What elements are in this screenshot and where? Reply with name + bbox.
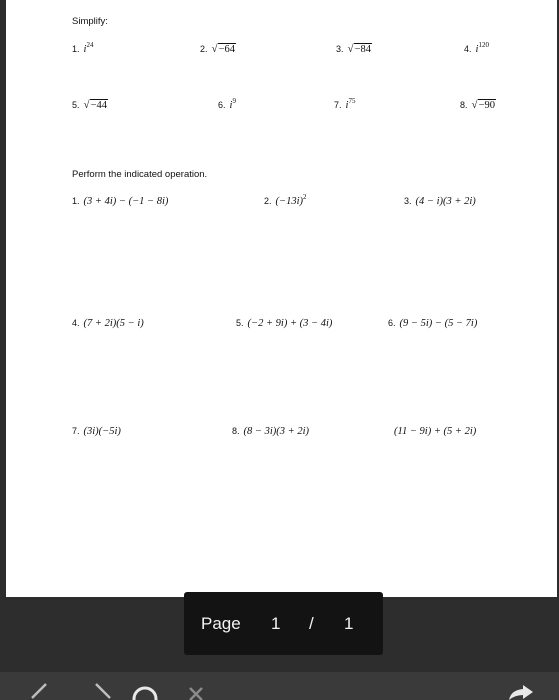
simplify-problem-2: 2. √−64 [200,43,235,55]
operation-problem-2: 2. $(-13i)^2$ [264,193,307,207]
page-indicator[interactable] [184,592,383,655]
back-arrow-icon[interactable] [28,682,50,700]
section-heading-operations: Perform the indicated operation. [72,169,208,180]
operation-problem-3: 3. (4 − i)(3 + 2i) [404,196,476,207]
operation-problem-8: 8. (8 − 3i)(3 + 2i) [232,426,310,437]
section-heading-simplify: Simplify: [72,16,108,27]
search-icon[interactable] [130,684,160,700]
document-page [6,0,557,597]
simplify-problem-5: 5. √−44 [72,99,107,111]
simplify-problem-6: 6. $i^9$ [218,97,236,111]
operation-problem-5: 5. (−2 + 9i) + (3 − 4i) [236,318,333,329]
simplify-problem-7: 7. $i^{75}$ [334,97,356,111]
operation-problem-9: (11 − 9i) + (5 + 2i) [394,426,477,437]
page-separator: / [309,614,314,633]
bottom-toolbar [0,672,559,700]
operation-problem-4: 4. (7 + 2i)(5 − i) [72,318,144,329]
operation-problem-1: 1. (3 + 4i) − (−1 − 8i) [72,196,169,207]
share-icon[interactable] [505,684,539,700]
current-page: 1 [271,614,281,633]
simplify-problem-8: 8. √−90 [460,99,495,111]
close-icon[interactable] [186,684,210,700]
page-label: Page [201,614,241,633]
simplify-problem-4: 4. $i^{120}$ [464,41,489,55]
forward-arrow-icon[interactable] [92,682,114,700]
operation-problem-6: 6. (9 − 5i) − (5 − 7i) [388,318,478,329]
total-pages: 1 [344,614,354,633]
simplify-problem-1: 1. $i^{24}$ [72,41,94,55]
simplify-problem-3: 3. √−84 [336,43,371,55]
operation-problem-7: 7. (3i)(−5i) [72,426,121,437]
